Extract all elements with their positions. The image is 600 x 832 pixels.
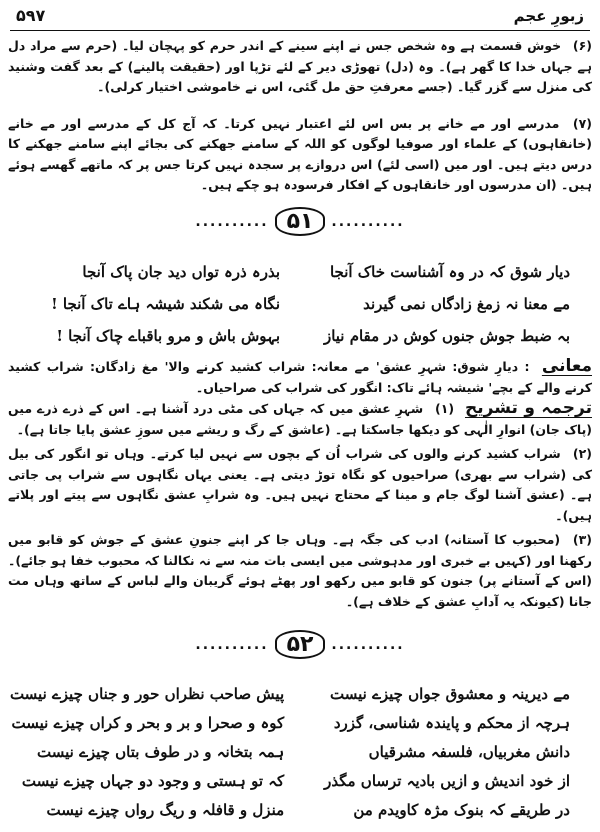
note-number: (۷)	[572, 115, 592, 131]
translation-label: ترجمہ و تشریح	[464, 398, 592, 418]
note-text: خوش قسمت ہے وہ شخص جس نے اپنے سینے کے اندر حرم کو پہچان لیا۔ (حرم سے مراد دل ہے جہاں خدا کا گھر ہے)۔ وہ (دل) تھوڑی دیر کے لئے تڑپا اور (حقیقت پالینے) کے بعد گفت وشنید کی منزل سے گزر گیا۔ (جسے معرفتِ حق مل گئی، اس نے خاموشی اختیار کرلی)۔	[8, 38, 592, 94]
section-heading-52: .......... ۵۲ ..........	[195, 632, 405, 657]
verse-line: مے دیرینہ و معشوق جواں چیزے نیست	[330, 685, 570, 703]
translation-note-1	[8, 398, 592, 440]
verse-line: بہ ضبط جوش جنوں کوش در مقام نیاز	[323, 327, 570, 345]
note-7	[8, 114, 592, 196]
section-heading-51: .......... ۵۱ ..........	[195, 209, 405, 234]
note-text: شہرِ عشق میں کہ جہاں کی مٹی درد آشنا ہے۔ اس کے ذرے ذرے میں (پاک جان) انوارِ الٰہی کو دیکھا جاسکتا ہے۔ (عاشق کے رگ و ریشے میں سوزِ عشق پایا جاتا ہے)۔	[8, 401, 592, 437]
verse-line: پیش صاحب نظراں حور و جناں چیزے نیست	[9, 685, 285, 703]
verse-line: کہ تو ہستی و وجود دو جہاں چیزے نیست	[21, 772, 285, 790]
verse-line: ہرچہ از محکم و پایندہ شناسی، گزرد	[333, 714, 570, 732]
glossary-text: : دیارِ شوق: شہرِ عشق' مے معانہ: شراب کشید کرنے والا' مغ زادگان: شراب کشید کرنے والے کے بچے' شیشہ ہائے تاک: انگور کی شراب کی صراحیاں۔	[8, 359, 592, 395]
translation-note-3	[8, 530, 592, 612]
note-number: (۶)	[572, 38, 592, 53]
verse-line: از خود اندیش و ازیں بادیہ ترساں مگذر	[324, 772, 570, 790]
page-number: ۵۹۷	[16, 6, 46, 25]
running-title: زبورِ عجم	[513, 7, 584, 25]
verse-line: مے معنا نہ زمغ زادگاں نمی گیرند	[363, 295, 570, 313]
verse-line: بذرہ ذرہ تواں دید جان پاک آنجا	[82, 263, 280, 281]
verses-52	[9, 680, 570, 825]
note-number: (۳)	[572, 532, 592, 547]
verse-line: دانش مغربیاں، فلسفہ مشرقیاں	[368, 743, 570, 761]
notes-top	[8, 36, 592, 196]
note-number: (۲)	[572, 446, 592, 461]
verse-line: بہوش باش و مرو باقباے چاک آنجا !	[56, 327, 280, 345]
glossary	[8, 356, 592, 398]
verse-line: منزل و قافلہ و ریگ رواں چیزے نیست	[46, 801, 285, 819]
verse-line: دیار شوق کہ در وہ آشناست خاک آنجا	[329, 263, 570, 281]
note-text: شراب کشید کرنے والوں کی شراب اُن کے بچوں سے نہیں لیا کرتے۔ وہاں تو انگور کی بیل کی (شراب سے بھری) صراحیوں کو نگاہ توڑ دیتی ہے۔ یعنی یہاں نگاہوں سے شراب پی جاتی ہے۔ (عشق آشنا لوگ جام و مینا کے محتاج نہیں ہیں۔ وہ شرابِ عشق نگاہوں سے پیتے اور پلاتے ہیں)۔	[8, 446, 592, 523]
glossary-label: معانی	[541, 356, 592, 376]
note-text: مدرسے اور مے خانے پر بس اس لئے اعتبار نہیں کرتا۔ کہ آج کل کے مدرسے اور مے خانے (خانقاہوں) کے علماء اور صوفیا لوگوں کو اللہ کے سامنے جھکنے کی بجائے اپنے سامنے جھکنے کا درس دیتے ہیں۔ اور میں (اسی لئے) اس دروازے پر سجدہ نہیں کرتا جس پر کہ ماتھے گھسے ہوئے ہیں۔ (ان مدرسوں اور خانقاہوں کے افکار فرسودہ ہو چکے ہیں۔	[8, 115, 592, 192]
verse-line: ہمہ بتخانہ و در طوف بتاں چیزے نیست	[37, 743, 285, 761]
verse-line: در طریقے کہ بنوک مژہ کاویدم من	[353, 801, 570, 819]
verse-line: کوہ و صحرا و بر و بحر و کراں چیزے نیست	[11, 714, 285, 732]
note-text: (محبوب کا آستانہ) ادب کی جگہ ہے۔ وہاں جا کر اپنے جنونِ عشق کے جوش کو قابو میں رکھنا اور (کہیں بے خبری اور مدہوشی میں ایسی بات منہ سے نہ نکالنا کہ محبوب خفا ہو جائے)۔ (اس کے آستانے پر) جنون کو قابو میں رکھو اور پھٹے ہوئے گریبان والے لباس کے ساتھ وہاں مت جانا (کیونکہ یہ آدابِ عشق کے خلاف ہے)۔	[8, 532, 592, 609]
verse-line: نگاہ می شکند شیشہ ہاے تاک آنجا !	[51, 295, 280, 313]
section-number: ۵۱	[275, 207, 326, 236]
verses-51	[30, 256, 570, 352]
translation-commentary	[8, 398, 592, 612]
page-header	[10, 2, 590, 31]
section-number: ۵۲	[275, 630, 326, 659]
note-number: (۱)	[434, 401, 455, 416]
note-6	[8, 36, 592, 98]
translation-note-2	[8, 444, 592, 526]
